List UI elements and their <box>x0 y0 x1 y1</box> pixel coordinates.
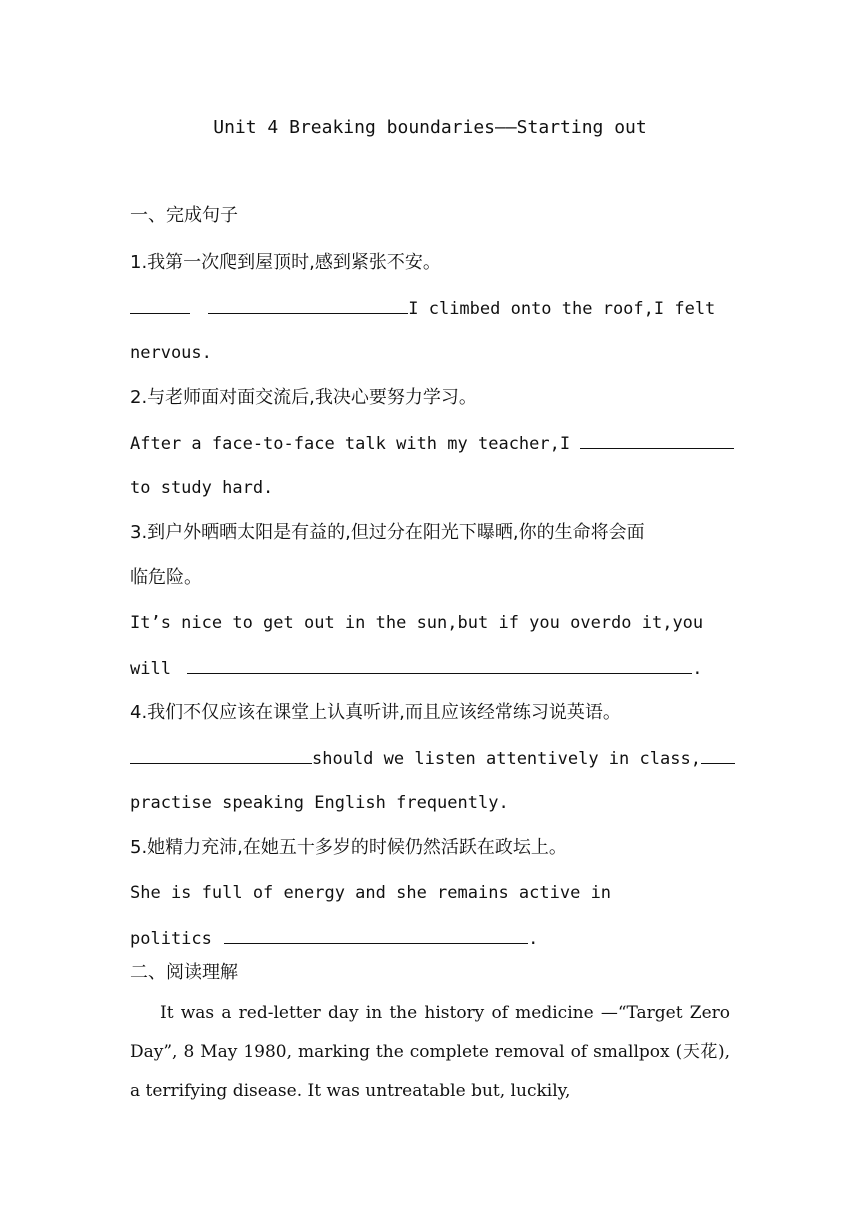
reading-paragraph-text: It was a red-letter day in the history of medicine —“Target Zero Day”, 8 May 1980, marking the complete removal of smallpox (天花), a terrifying disease. It was untreatable but, luckily, <box>130 1003 730 1101</box>
question-3-english-line2 <box>130 657 702 680</box>
question-4-english <box>130 747 735 770</box>
section1-heading: 一、完成句子 <box>130 205 238 226</box>
question-4-english-text: should we listen attentively in class, <box>312 749 701 769</box>
answer-blank-1a[interactable] <box>130 297 190 314</box>
question-5-chinese: 5.她精力充沛,在她五十多岁的时候仍然活跃在政坛上。 <box>130 837 567 858</box>
question-4-chinese: 4.我们不仅应该在课堂上认真听讲,而且应该经常练习说英语。 <box>130 702 621 723</box>
question-2-english-text: After a face-to-face talk with my teacher,I <box>130 434 581 454</box>
question-2-english-line2: to study hard. <box>130 478 274 498</box>
question-3-chinese-line2: 临危险。 <box>130 567 202 588</box>
question-4-english-line2: practise speaking English frequently. <box>130 793 509 813</box>
question-1-chinese: 1.我第一次爬到屋顶时,感到紧张不安。 <box>130 252 441 273</box>
question-5-english-line1: She is full of energy and she remains active in <box>130 883 612 903</box>
answer-blank-2[interactable] <box>580 432 734 449</box>
question-2-chinese: 2.与老师面对面交流后,我决心要努力学习。 <box>130 387 477 408</box>
question-3-english-text: will <box>130 659 182 679</box>
question-3-chinese-line1: 3.到户外晒晒太阳是有益的,但过分在阳光下曝晒,你的生命将会面 <box>130 522 645 543</box>
answer-blank-5[interactable] <box>224 927 528 944</box>
question-1-english-text: I climbed onto the roof,I felt <box>408 299 716 319</box>
answer-blank-3[interactable] <box>187 657 692 674</box>
question-3-period: . <box>692 659 703 679</box>
reading-paragraph <box>130 994 730 1111</box>
section2-heading: 二、阅读理解 <box>130 962 238 983</box>
question-2-english <box>130 432 734 455</box>
question-5-english-text: politics <box>130 929 223 949</box>
question-3-english-line1: It’s nice to get out in the sun,but if you overdo it,you <box>130 613 704 633</box>
answer-blank-4b[interactable] <box>701 747 735 764</box>
question-1-english <box>130 297 715 320</box>
answer-blank-1b[interactable] <box>208 297 408 314</box>
question-1-english-line2: nervous. <box>130 343 212 363</box>
page-title: Unit 4 Breaking boundaries——Starting out <box>213 117 647 138</box>
answer-blank-4a[interactable] <box>130 747 312 764</box>
question-5-english-line2 <box>130 927 538 950</box>
question-5-period: . <box>528 929 539 949</box>
